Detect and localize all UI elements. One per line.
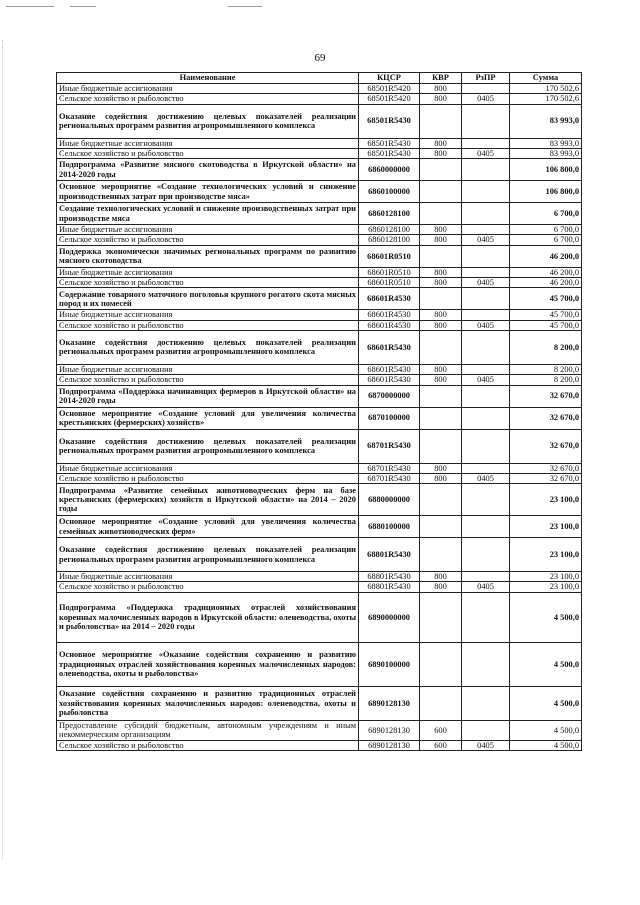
cell-rppr [462, 642, 510, 686]
cell-kvr: 800 [420, 138, 462, 148]
cell-rppr [462, 407, 510, 429]
cell-kvr: 800 [420, 267, 462, 277]
cell-rppr [462, 385, 510, 407]
cell-kvr [420, 592, 462, 642]
cell-name: Сельское хозяйство и рыболовство [57, 740, 359, 750]
table-row [57, 159, 582, 181]
cell-kcsr: 68801R5430 [359, 572, 420, 582]
cell-name: Иные бюджетные ассигнования [57, 463, 359, 473]
cell-sum: 46 200,0 [510, 267, 582, 277]
column-header-kvr: КВР [420, 73, 462, 84]
cell-rppr [462, 463, 510, 473]
cell-rppr [462, 364, 510, 374]
cell-name: Иные бюджетные ассигнования [57, 84, 359, 94]
cell-kcsr: 68501R5430 [359, 148, 420, 158]
cell-rppr: 0405 [462, 473, 510, 483]
cell-kvr: 800 [420, 148, 462, 158]
cell-sum: 4 500,0 [510, 740, 582, 750]
cell-rppr [462, 516, 510, 538]
cell-kvr [420, 642, 462, 686]
cell-sum: 106 800,0 [510, 181, 582, 203]
column-header-sum: Сумма [510, 73, 582, 84]
cell-kvr: 800 [420, 310, 462, 320]
cell-name: Основное мероприятие «Создание технологических условий и снижение производственных затрат при производстве мяса» [57, 181, 359, 203]
table-row [57, 592, 582, 642]
cell-name: Основное мероприятие «Оказание содействия сохранению и развитию традиционных отраслей хозяйствования коренных малочисленных народов: оленеводства, охоты и рыболовства» [57, 642, 359, 686]
cell-kcsr: 6860128100 [359, 203, 420, 225]
cell-kcsr: 68601R5430 [359, 330, 420, 364]
cell-kcsr: 68601R0510 [359, 245, 420, 267]
cell-rppr [462, 104, 510, 138]
cell-kvr [420, 159, 462, 181]
cell-kcsr: 68601R4530 [359, 310, 420, 320]
cell-name: Сельское хозяйство и рыболовство [57, 235, 359, 245]
table-row [57, 310, 582, 320]
cell-sum: 83 993,0 [510, 148, 582, 158]
cell-kcsr: 6880000000 [359, 484, 420, 516]
cell-rppr [462, 310, 510, 320]
cell-rppr [462, 330, 510, 364]
cell-kcsr: 6890000000 [359, 592, 420, 642]
cell-name: Оказание содействия достижению целевых показателей реализации региональных программ развития агропромышленного комплекса [57, 538, 359, 572]
cell-rppr [462, 288, 510, 310]
cell-kcsr: 68701R5430 [359, 463, 420, 473]
cell-kvr: 800 [420, 235, 462, 245]
cell-rppr [462, 429, 510, 463]
cell-rppr: 0405 [462, 148, 510, 158]
table-row [57, 686, 582, 720]
cell-name: Иные бюджетные ассигнования [57, 310, 359, 320]
cell-name: Подпрограмма «Поддержка традиционных отраслей хозяйствования коренных малочисленных народов в Иркутской области: оленеводства, охоты и рыболовства» на 2014 – 2020 годы [57, 592, 359, 642]
cell-name: Оказание содействия достижению целевых показателей реализации региональных программ развития агропромышленного комплекса [57, 330, 359, 364]
table-row [57, 203, 582, 225]
cell-name: Основное мероприятие «Создание условий для увеличения количества семейных животноводческих ферм» [57, 516, 359, 538]
cell-kvr: 800 [420, 320, 462, 330]
cell-rppr [462, 592, 510, 642]
column-header-name: Наименование [57, 73, 359, 84]
cell-kcsr: 68701R5430 [359, 429, 420, 463]
cell-kcsr: 68801R5430 [359, 582, 420, 592]
cell-kvr [420, 407, 462, 429]
cell-kvr: 800 [420, 278, 462, 288]
table-row [57, 429, 582, 463]
cell-sum: 4 500,0 [510, 720, 582, 740]
table-row [57, 463, 582, 473]
table-row [57, 267, 582, 277]
cell-sum: 170 502,6 [510, 84, 582, 94]
cell-kcsr: 6870100000 [359, 407, 420, 429]
table-row [57, 473, 582, 483]
cell-kcsr: 6860128100 [359, 235, 420, 245]
table-row [57, 720, 582, 740]
cell-kcsr: 68501R5430 [359, 138, 420, 148]
cell-kcsr: 68501R5430 [359, 104, 420, 138]
table-row [57, 740, 582, 750]
cell-sum: 8 200,0 [510, 375, 582, 385]
cell-sum: 170 502,6 [510, 94, 582, 104]
cell-name: Иные бюджетные ассигнования [57, 364, 359, 374]
cell-sum: 83 993,0 [510, 138, 582, 148]
cell-kvr [420, 686, 462, 720]
table-row [57, 516, 582, 538]
cell-sum: 45 700,0 [510, 288, 582, 310]
cell-kcsr: 6860100000 [359, 181, 420, 203]
cell-name: Иные бюджетные ассигнования [57, 572, 359, 582]
cell-kvr [420, 288, 462, 310]
cell-sum: 23 100,0 [510, 484, 582, 516]
cell-sum: 6 700,0 [510, 225, 582, 235]
table-row [57, 330, 582, 364]
cell-sum: 46 200,0 [510, 278, 582, 288]
cell-kvr [420, 330, 462, 364]
table-row [57, 225, 582, 235]
cell-sum: 32 670,0 [510, 473, 582, 483]
cell-kcsr: 68601R4530 [359, 320, 420, 330]
table-header-row [57, 73, 582, 84]
cell-kvr [420, 516, 462, 538]
cell-name: Создание технологических условий и снижение производственных затрат при производстве мяса [57, 203, 359, 225]
cell-rppr [462, 720, 510, 740]
cell-rppr [462, 181, 510, 203]
cell-kcsr: 6890128130 [359, 720, 420, 740]
cell-kcsr: 6880100000 [359, 516, 420, 538]
cell-rppr: 0405 [462, 278, 510, 288]
cell-sum: 32 670,0 [510, 463, 582, 473]
cell-rppr: 0405 [462, 740, 510, 750]
cell-name: Сельское хозяйство и рыболовство [57, 94, 359, 104]
scan-edge [2, 40, 4, 860]
cell-name: Подпрограмма «Развитие мясного скотоводства в Иркутской области» на 2014-2020 годы [57, 159, 359, 181]
cell-rppr [462, 225, 510, 235]
cell-kvr: 800 [420, 84, 462, 94]
table-row [57, 84, 582, 94]
table-row [57, 407, 582, 429]
cell-name: Поддержка экономически значимых региональных программ по развитию мясного скотоводства [57, 245, 359, 267]
cell-sum: 4 500,0 [510, 642, 582, 686]
page-number: 69 [314, 52, 326, 64]
cell-name: Предоставление субсидий бюджетным, автономным учреждениям и иным некоммерческим организациям [57, 720, 359, 740]
column-header-kcsr: КЦСР [359, 73, 420, 84]
cell-sum: 32 670,0 [510, 385, 582, 407]
cell-rppr: 0405 [462, 582, 510, 592]
table-row [57, 385, 582, 407]
cell-name: Сельское хозяйство и рыболовство [57, 582, 359, 592]
cell-sum: 23 100,0 [510, 538, 582, 572]
cell-kcsr: 68501R5420 [359, 94, 420, 104]
column-header-rppr: РзПР [462, 73, 510, 84]
cell-kcsr: 6890128130 [359, 686, 420, 720]
cell-kcsr: 6860128100 [359, 225, 420, 235]
cell-name: Сельское хозяйство и рыболовство [57, 320, 359, 330]
cell-name: Подпрограмма «Развитие семейных животноводческих ферм на базе крестьянских (фермерских) хозяйств в Иркутской области» на 2014 – 2020 годы [57, 484, 359, 516]
cell-name: Содержание товарного маточного поголовья крупного рогатого скота мясных пород и их помесей [57, 288, 359, 310]
cell-rppr: 0405 [462, 320, 510, 330]
cell-kvr: 600 [420, 720, 462, 740]
table-row [57, 288, 582, 310]
table-row [57, 572, 582, 582]
cell-kvr [420, 385, 462, 407]
table-row [57, 582, 582, 592]
cell-rppr [462, 138, 510, 148]
cell-sum: 4 500,0 [510, 592, 582, 642]
cell-rppr [462, 686, 510, 720]
cell-sum: 6 700,0 [510, 235, 582, 245]
cell-kcsr: 68501R5420 [359, 84, 420, 94]
cell-sum: 83 993,0 [510, 104, 582, 138]
cell-kvr [420, 245, 462, 267]
cell-name: Основное мероприятие «Создание условий для увеличения количества крестьянских (фермерских) хозяйств» [57, 407, 359, 429]
cell-name: Иные бюджетные ассигнования [57, 267, 359, 277]
cell-kcsr: 6860000000 [359, 159, 420, 181]
table-row [57, 278, 582, 288]
table-row [57, 484, 582, 516]
cell-kvr [420, 181, 462, 203]
cell-rppr [462, 84, 510, 94]
cell-kvr [420, 538, 462, 572]
table-row [57, 538, 582, 572]
cell-kcsr: 6890128130 [359, 740, 420, 750]
cell-kcsr: 68701R5430 [359, 473, 420, 483]
cell-name: Оказание содействия достижению целевых показателей реализации региональных программ развития агропромышленного комплекса [57, 429, 359, 463]
cell-sum: 32 670,0 [510, 429, 582, 463]
cell-kvr [420, 104, 462, 138]
table-body [57, 84, 582, 751]
cell-kvr [420, 429, 462, 463]
cell-kvr: 800 [420, 225, 462, 235]
cell-name: Сельское хозяйство и рыболовство [57, 148, 359, 158]
cell-kcsr: 68601R5430 [359, 364, 420, 374]
cell-sum: 23 100,0 [510, 582, 582, 592]
cell-kvr: 800 [420, 473, 462, 483]
table-row [57, 245, 582, 267]
cell-name: Оказание содействия достижению целевых показателей реализации региональных программ развития агропромышленного комплекса [57, 104, 359, 138]
cell-name: Иные бюджетные ассигнования [57, 138, 359, 148]
cell-rppr: 0405 [462, 375, 510, 385]
table-row [57, 364, 582, 374]
cell-sum: 8 200,0 [510, 364, 582, 374]
cell-kvr: 600 [420, 740, 462, 750]
cell-sum: 106 800,0 [510, 159, 582, 181]
cell-rppr [462, 159, 510, 181]
cell-name: Сельское хозяйство и рыболовство [57, 375, 359, 385]
cell-name: Иные бюджетные ассигнования [57, 225, 359, 235]
scan-artifact-line [6, 6, 54, 7]
cell-rppr [462, 267, 510, 277]
cell-kvr: 800 [420, 463, 462, 473]
table-row [57, 94, 582, 104]
cell-kvr: 800 [420, 572, 462, 582]
budget-table [56, 72, 582, 751]
cell-kcsr: 68601R0510 [359, 278, 420, 288]
scan-artifact-line [228, 6, 262, 7]
cell-kcsr: 68601R4530 [359, 288, 420, 310]
cell-rppr: 0405 [462, 94, 510, 104]
cell-kvr [420, 484, 462, 516]
cell-rppr [462, 572, 510, 582]
cell-name: Сельское хозяйство и рыболовство [57, 278, 359, 288]
cell-sum: 46 200,0 [510, 245, 582, 267]
cell-sum: 45 700,0 [510, 310, 582, 320]
cell-kvr [420, 203, 462, 225]
cell-sum: 32 670,0 [510, 407, 582, 429]
cell-kcsr: 68601R5430 [359, 375, 420, 385]
table-row [57, 375, 582, 385]
scan-artifact-line [70, 6, 96, 7]
cell-rppr [462, 245, 510, 267]
cell-name: Сельское хозяйство и рыболовство [57, 473, 359, 483]
cell-rppr: 0405 [462, 235, 510, 245]
cell-sum: 23 100,0 [510, 516, 582, 538]
cell-sum: 23 100,0 [510, 572, 582, 582]
table-row [57, 138, 582, 148]
cell-name: Подпрограмма «Поддержка начинающих фермеров в Иркутской области» на 2014-2020 годы [57, 385, 359, 407]
cell-kcsr: 68801R5430 [359, 538, 420, 572]
cell-sum: 45 700,0 [510, 320, 582, 330]
table-row [57, 148, 582, 158]
cell-kcsr: 6890100000 [359, 642, 420, 686]
cell-rppr [462, 484, 510, 516]
cell-sum: 8 200,0 [510, 330, 582, 364]
cell-sum: 6 700,0 [510, 203, 582, 225]
cell-kvr: 800 [420, 94, 462, 104]
cell-kvr: 800 [420, 375, 462, 385]
cell-kvr: 800 [420, 364, 462, 374]
table-row [57, 181, 582, 203]
table-row [57, 235, 582, 245]
table-row [57, 320, 582, 330]
table-row [57, 642, 582, 686]
cell-name: Оказание содействия сохранению и развитию традиционных отраслей хозяйствования коренных малочисленных народов: оленеводства, охоты и рыболовства [57, 686, 359, 720]
cell-rppr [462, 203, 510, 225]
cell-sum: 4 500,0 [510, 686, 582, 720]
cell-kcsr: 68601R0510 [359, 267, 420, 277]
cell-kvr: 800 [420, 582, 462, 592]
cell-rppr [462, 538, 510, 572]
cell-kcsr: 6870000000 [359, 385, 420, 407]
table-row [57, 104, 582, 138]
